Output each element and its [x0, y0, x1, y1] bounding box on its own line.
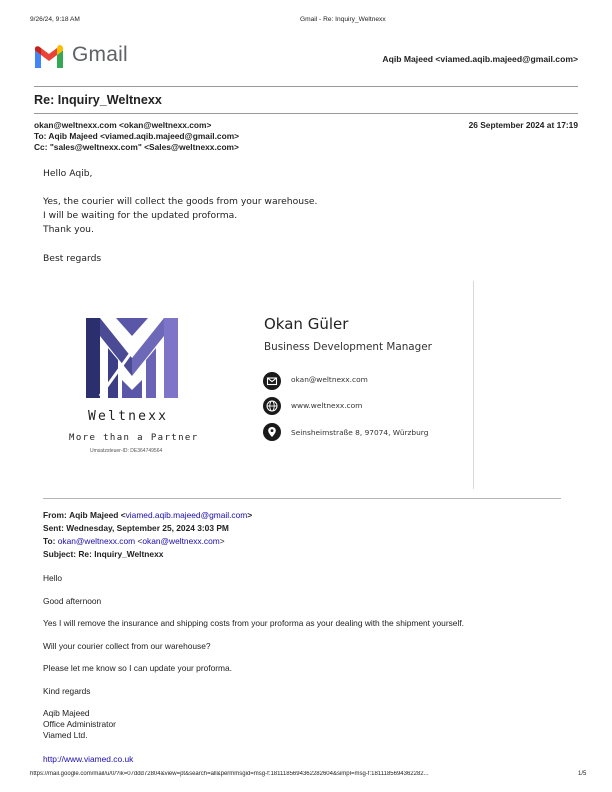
print-footer-page: 1/5: [578, 771, 587, 777]
quoted-subject: Subject: Re: Inquiry_Weltnexx: [43, 549, 164, 559]
quoted-to-email-2[interactable]: okan@weltnexx.com: [142, 536, 220, 546]
body-line: Yes, the courier will collect the goods from your warehouse.: [43, 196, 318, 207]
account-email: Aqib Majeed <viamed.aqib.majeed@gmail.com>: [382, 54, 578, 64]
body-line: Hello Aqib,: [43, 168, 93, 179]
weltnexx-logo-icon: [86, 318, 178, 398]
quoted-to-email[interactable]: okan@weltnexx.com: [57, 536, 136, 546]
signature-address: Seinsheimstraße 8, 97074, Würzburg: [291, 428, 429, 437]
globe-icon: [263, 397, 281, 415]
message-cc: Cc: "sales@weltnexx.com" <Sales@weltnexx.com>: [34, 142, 239, 152]
quoted-sig-role: Office Administrator: [43, 719, 116, 729]
subject-divider: [34, 113, 578, 114]
location-pin-icon: [263, 423, 281, 441]
signature-brand: Weltnexx: [88, 409, 169, 424]
signature-website[interactable]: www.weltnexx.com: [291, 401, 363, 410]
gmail-wordmark: Gmail: [72, 43, 128, 66]
body-line: I will be waiting for the updated proforma.: [43, 210, 238, 221]
quoted-line: Good afternoon: [43, 596, 102, 606]
quoted-sig-url[interactable]: http://www.viamed.co.uk: [43, 754, 134, 764]
signature-tagline: More than a Partner: [69, 433, 199, 443]
message-date: 26 September 2024 at 17:19: [468, 120, 578, 130]
body-line: Best regards: [43, 253, 102, 264]
quoted-line: Kind regards: [43, 686, 91, 696]
signature-email[interactable]: okan@weltnexx.com: [291, 375, 368, 384]
print-title: Gmail - Re: Inquiry_Weltnexx: [300, 16, 386, 23]
quoted-sig-name: Aqib Majeed: [43, 708, 90, 718]
message-from: okan@weltnexx.com <okan@weltnexx.com>: [34, 120, 212, 130]
mail-icon: [263, 372, 281, 390]
signature-title: Business Development Manager: [264, 341, 432, 353]
quoted-line: Please let me know so I can update your proforma.: [43, 663, 233, 673]
header-divider: [34, 86, 578, 87]
quoted-sig-company: Viamed Ltd.: [43, 730, 88, 740]
thread-subject: Re: Inquiry_Weltnexx: [34, 93, 162, 107]
quoted-sent: Sent: Wednesday, September 25, 2024 3:03 PM: [43, 523, 229, 533]
quoted-line: Will your courier collect from our warehouse?: [43, 641, 211, 651]
signature-vat: Umsatzsteuer-ID: DE364749564: [90, 448, 163, 454]
quoted-to: To: okan@weltnexx.com <okan@weltnexx.com>: [43, 536, 225, 546]
quoted-line: Yes I will remove the insurance and shipping costs from your proforma as your dealing with the shipment yourself.: [43, 618, 464, 628]
print-datetime: 9/26/24, 9:18 AM: [30, 16, 80, 23]
message-to: To: Aqib Majeed <viamed.aqib.majeed@gmail.com>: [34, 131, 240, 141]
quoted-from: From: Aqib Majeed <viamed.aqib.majeed@gmail.com>: [43, 510, 253, 520]
print-footer-url: https://mail.google.com/mail/u/0/?ik=07ddd72804&view=pt&search=all&permmsgid=msg-f:1811185694362282604&simpl=msg-f:1811185694362282...: [30, 771, 429, 777]
quoted-line: Hello: [43, 573, 63, 583]
signature-name: Okan Güler: [264, 315, 349, 333]
quoted-from-email[interactable]: viamed.aqib.majeed@gmail.com: [125, 510, 248, 520]
quote-divider: [43, 498, 561, 499]
body-line: Thank you.: [43, 224, 94, 235]
gmail-logo-icon: [33, 44, 65, 68]
